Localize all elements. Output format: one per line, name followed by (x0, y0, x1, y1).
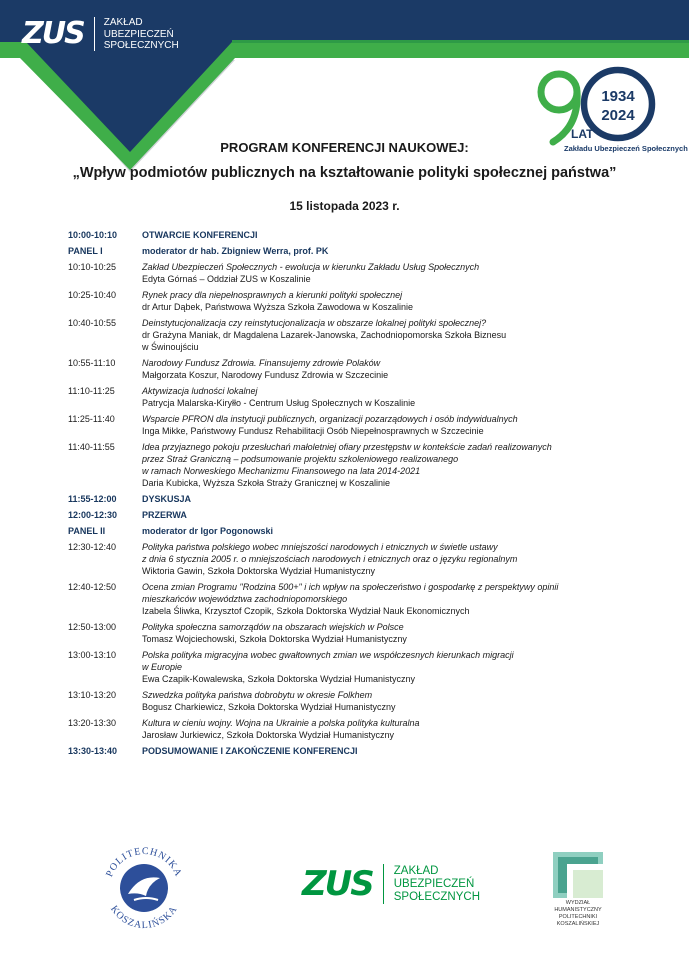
agenda-time: 10:55-11:10 (68, 358, 116, 368)
agenda-item (68, 581, 668, 617)
anniv-year-end: 2024 (601, 107, 635, 124)
talk-speaker: Małgorzata Koszur, Narodowy Fundusz Zdrowia w Szczecinie (142, 370, 389, 380)
pk-text-bottom: KOSZALIŃSKA (108, 903, 180, 932)
agenda-time: 10:00-10:10 (68, 230, 118, 240)
talk-topic: Ocena zmian Programu "Rodzina 500+" i ich wpływ na społeczeństwo i gospodarkę z perspektywy opinii (142, 582, 559, 592)
agenda-body (142, 581, 668, 617)
wydzial-caption: WYDZIAŁ HUMANISTYCZNY POLITECHNIKI KOSZALIŃSKIEJ (554, 900, 602, 927)
agenda-item (68, 717, 668, 741)
agenda-body (142, 413, 668, 437)
agenda-item (68, 621, 668, 645)
agenda-body (142, 441, 668, 489)
agenda-time: 13:10-13:20 (68, 690, 117, 700)
agenda-time: 11:25-11:40 (68, 414, 115, 424)
talk-topic: Wsparcie PFRON dla instytucji publicznych, organizacji pozarządowych i osób indywidualnych (142, 414, 518, 424)
agenda-time: 13:20-13:30 (68, 718, 117, 728)
talk-speaker: dr Artur Dąbek, Państwowa Wyższa Szkoła Zawodowa w Koszalinie (142, 302, 414, 312)
session-label: OTWARCIE KONFERENCJI (142, 230, 258, 240)
talk-speaker: Ewa Czapik-Kowalewska, Szkoła Doktorska Wydział Humanistyczny (142, 674, 416, 684)
agenda-body (142, 357, 668, 381)
zus-footer-mark: ZUS (302, 864, 373, 904)
talk-topic: Polityka społeczna samorządów na obszarach wiejskich w Polsce (142, 622, 404, 632)
talk-topic: mieszkańców województwa zachodniopomorskiego (142, 594, 348, 604)
agenda-item (68, 357, 668, 381)
talk-topic: z dnia 6 stycznia 2005 r. o mniejszościach narodowych i etnicznych oraz o języku regionalnym (142, 554, 518, 564)
agenda-body (142, 385, 668, 409)
agenda-body (142, 245, 668, 257)
session-label: PODSUMOWANIE I ZAKOŃCZENIE KONFERENCJI (142, 746, 358, 756)
agenda-item (68, 649, 668, 685)
agenda-item (68, 289, 668, 313)
agenda-session (68, 493, 668, 505)
talk-speaker: Patrycja Malarska-Kiryłło - Centrum Usług Społecznych w Koszalinie (142, 398, 416, 408)
agenda-session (68, 509, 668, 521)
zus-footer-name: ZAKŁAD UBEZPIECZEŃ SPOŁECZNYCH (393, 864, 481, 903)
agenda-list (68, 229, 668, 761)
agenda-body (142, 289, 668, 313)
agenda-time: 12:00-12:30 (68, 510, 118, 520)
talk-speaker: Edyta Górnaś – Oddział ZUS w Koszalinie (142, 274, 311, 284)
footer-logo-divider (383, 864, 384, 904)
talk-topic: w Europie (142, 662, 183, 672)
agenda-item (68, 541, 668, 577)
session-label: PRZERWA (142, 510, 187, 520)
talk-topic: Polityka państwa polskiego wobec mniejszości narodowych i etnicznych w świetle ustawy (142, 542, 498, 552)
talk-topic: Szwedzka polityka państwa dobrobytu w okresie Folkhem (142, 690, 373, 700)
talk-topic: Polska polityka migracyjna wobec gwałtownych zmian we współczesnych kierunkach migracji (142, 650, 514, 660)
agenda-body (142, 509, 668, 521)
talk-speaker: Bogusz Charkiewicz, Szkoła Doktorska Wydział Humanistyczny (142, 702, 396, 712)
anniversary-caption: Zakładu Ubezpieczeń Społecznych (564, 144, 688, 153)
talk-topic: Deinstytucjonalizacja czy reinstytucjonalizacja w obszarze lokalnej polityki społecznej? (142, 318, 487, 328)
agenda-item (68, 317, 668, 353)
agenda-time: 10:25-10:40 (68, 290, 117, 300)
agenda-time: 13:30-13:40 (68, 746, 118, 756)
agenda-time: 12:50-13:00 (68, 622, 117, 632)
agenda-time: 12:40-12:50 (68, 582, 117, 592)
anniv-lat: LAT (571, 127, 594, 141)
program-title: PROGRAM KONFERENCJI NAUKOWEJ: (220, 140, 469, 155)
agenda-body (142, 745, 668, 757)
agenda-body (142, 621, 668, 645)
panel-header (68, 525, 668, 537)
talk-speaker: Tomasz Wojciechowski, Szkoła Doktorska Wydział Humanistyczny (142, 634, 407, 644)
logo-divider (94, 17, 95, 51)
agenda-body (142, 317, 668, 353)
agenda-body (142, 541, 668, 577)
agenda-time: 11:10-11:25 (68, 386, 115, 396)
agenda-time: 13:00-13:10 (68, 650, 117, 660)
zus-logo-mark: ZUS (22, 16, 84, 52)
politechnika-koszalinska-logo (96, 840, 192, 936)
agenda-item (68, 261, 668, 285)
talk-speaker: Inga Mikke, Państwowy Fundusz Rehabilitacji Osób Niepełnosprawnych w Szczecinie (142, 426, 484, 436)
agenda-body (142, 229, 668, 241)
zus-logo-name: ZAKŁAD UBEZPIECZEŃ SPOŁECZNYCH (103, 17, 179, 51)
agenda-item (68, 413, 668, 437)
agenda-item (68, 441, 668, 489)
agenda-body (142, 717, 668, 741)
agenda-item (68, 385, 668, 409)
conference-date: 15 listopada 2023 r. (289, 199, 400, 213)
agenda-time: 10:10-10:25 (68, 262, 117, 272)
agenda-body (142, 493, 668, 505)
talk-speaker: Daria Kubicka, Wyższa Szkoła Straży Granicznej w Koszalinie (142, 478, 391, 488)
agenda-time: PANEL I (68, 246, 103, 256)
talk-topic: w ramach Norweskiego Mechanizmu Finansowego na lata 2014-2021 (142, 466, 421, 476)
agenda-time: 10:40-10:55 (68, 318, 117, 328)
agenda-session (68, 745, 668, 757)
talk-speaker: Izabela Śliwka, Krzysztof Czopik, Szkoła Doktorska Wydział Nauk Ekonomicznych (142, 606, 470, 616)
wydzial-humanistyczny-logo (553, 852, 603, 898)
agenda-body (142, 649, 668, 685)
agenda-session (68, 229, 668, 241)
agenda-time: 12:30-12:40 (68, 542, 117, 552)
agenda-item (68, 689, 668, 713)
panel-header (68, 245, 668, 257)
agenda-body (142, 261, 668, 285)
agenda-body (142, 689, 668, 713)
talk-speaker: Jarosław Jurkiewicz, Szkoła Doktorska Wydział Humanistyczny (142, 730, 394, 740)
talk-topic: Zakład Ubezpieczeń Społecznych - ewolucja w kierunku Zakładu Usług Społecznych (142, 262, 480, 272)
talk-topic: przez Straż Graniczną – podsumowanie projektu szkoleniowego realizowanego (142, 454, 459, 464)
talk-topic: Aktywizacja ludności lokalnej (142, 386, 258, 396)
talk-topic: Rynek pracy dla niepełnosprawnych a kierunki polityki społecznej (142, 290, 403, 300)
zus-header-logo (22, 17, 179, 52)
agenda-time: PANEL II (68, 526, 106, 536)
anniv-year-start: 1934 (601, 88, 635, 105)
talk-speaker: w Świnoujściu (142, 342, 199, 352)
talk-speaker: dr Grażyna Maniak, dr Magdalena Lazarek-Janowska, Zachodniopomorska Szkoła Biznesu (142, 330, 507, 340)
conference-subtitle: „Wpływ podmiotów publicznych na kształtowanie polityki społecznej państwa” (72, 165, 617, 181)
talk-topic: Narodowy Fundusz Zdrowia. Finansujemy zdrowie Polaków (142, 358, 381, 368)
agenda-time: 11:55-12:00 (68, 494, 117, 504)
agenda-time: 11:40-11:55 (68, 442, 115, 452)
talk-speaker: Wiktoria Gawin, Szkoła Doktorska Wydział Humanistyczny (142, 566, 375, 576)
panel-moderator: moderator dr hab. Zbigniew Werra, prof. PK (142, 246, 329, 256)
session-label: DYSKUSJA (142, 494, 192, 504)
pk-text-top: POLITECHNIKA (104, 845, 184, 879)
panel-moderator: moderator dr Igor Pogonowski (142, 526, 274, 536)
talk-topic: Kultura w cieniu wojny. Wojna na Ukrainie a polska polityka kulturalna (142, 718, 420, 728)
zus-footer-logo (302, 864, 480, 904)
talk-topic: Idea przyjaznego pokoju przesłuchań małoletniej ofiary przestępstw w kontekście zadań realizowanych (142, 442, 552, 452)
agenda-body (142, 525, 668, 537)
